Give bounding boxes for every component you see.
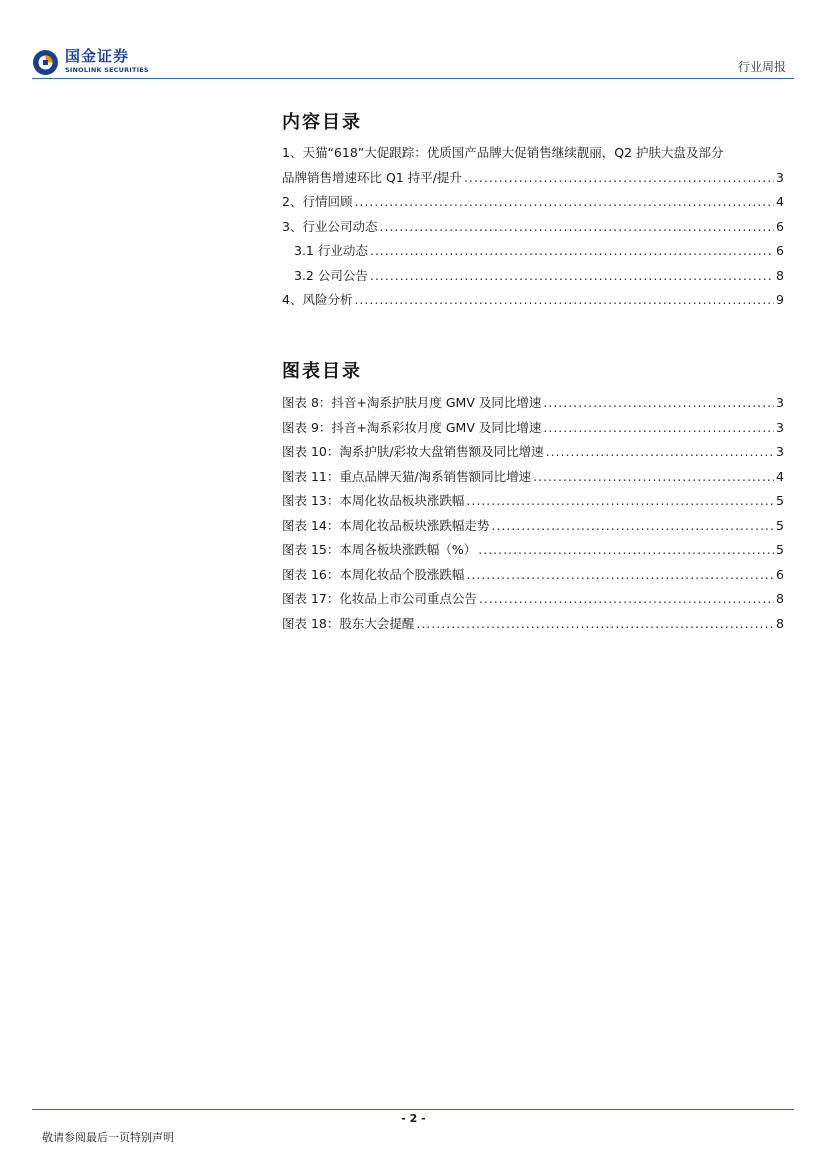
toc-entry-text: 3.1 行业动态 <box>294 243 368 258</box>
figure-entry[interactable] <box>282 391 784 416</box>
toc-entry[interactable] <box>282 215 784 240</box>
figure-entry[interactable] <box>282 440 784 465</box>
dot-leader <box>354 288 774 313</box>
contents-list <box>282 141 784 313</box>
dot-leader <box>379 215 774 240</box>
toc-entry-page: 6 <box>776 243 784 258</box>
figure-entry[interactable] <box>282 612 784 637</box>
logo-english-name: SINOLINK SECURITIES <box>65 66 149 74</box>
figure-entry-text: 图表 10：淘系护肤/彩妆大盘销售额及同比增速 <box>282 444 544 459</box>
figure-entry[interactable] <box>282 416 784 441</box>
figure-entry-text: 图表 18：股东大会提醒 <box>282 615 415 631</box>
figure-entry-page: 6 <box>776 566 784 582</box>
figure-entry-page: 4 <box>776 468 784 484</box>
toc-entry-text: 4、风险分析 <box>282 292 353 307</box>
toc-entry-page: 6 <box>776 218 784 234</box>
toc-entry-text: 3、行业公司动态 <box>282 218 378 234</box>
figure-entry-page: 8 <box>776 615 784 631</box>
header-divider <box>32 78 794 79</box>
dot-leader <box>543 391 774 416</box>
figure-entry-page: 5 <box>776 493 784 508</box>
toc-entry[interactable] <box>282 239 784 264</box>
toc-entry-text: 1、天猫“618”大促跟踪：优质国产品牌大促销售继续靓丽，Q2 护肤大盘及部分 <box>282 145 724 160</box>
figure-entry[interactable] <box>282 587 784 612</box>
figure-entry[interactable] <box>282 514 784 539</box>
toc-entry-page: 9 <box>776 292 784 307</box>
figure-entry-page: 5 <box>776 517 784 533</box>
toc-entry-text: 2、行情回顾 <box>282 194 353 209</box>
figure-entry-page: 3 <box>776 395 784 410</box>
toc-entry-page: 3 <box>776 169 784 185</box>
contents-title: 内容目录 <box>282 112 362 133</box>
dot-leader <box>370 264 774 289</box>
footer-disclaimer: 敬请参阅最后一页特别声明 <box>42 1131 174 1144</box>
figure-entry-text: 图表 16：本周化妆品个股涨跌幅 <box>282 566 465 582</box>
figure-entry-text: 图表 11：重点品牌天猫/淘系销售额同比增速 <box>282 468 532 484</box>
dot-leader <box>543 416 774 441</box>
toc-entry-page: 4 <box>776 194 784 209</box>
dot-leader <box>466 489 774 514</box>
dot-leader <box>354 190 774 215</box>
toc-entry[interactable] <box>282 264 784 289</box>
dot-leader <box>479 587 774 612</box>
sinolink-logo-icon <box>32 49 59 76</box>
toc-entry[interactable] <box>282 166 784 191</box>
dot-leader <box>370 239 774 264</box>
toc-entry[interactable] <box>282 288 784 313</box>
figure-entry-text: 图表 8：抖音+淘系护肤月度 GMV 及同比增速 <box>282 395 542 410</box>
toc-entry[interactable] <box>282 141 784 166</box>
page-header <box>0 0 827 80</box>
figures-list <box>282 391 784 636</box>
toc-entry-text: 品牌销售增速环比 Q1 持平/提升 <box>282 169 462 185</box>
figure-entry[interactable] <box>282 563 784 588</box>
figure-entry-text: 图表 13：本周化妆品板块涨跌幅 <box>282 493 465 508</box>
figure-entry-page: 8 <box>776 591 784 606</box>
logo-chinese-name: 国金证券 <box>65 47 130 65</box>
company-logo <box>32 46 162 78</box>
dot-leader <box>464 166 774 191</box>
toc-entry-page: 8 <box>776 267 784 283</box>
toc-entry-text: 3.2 公司公告 <box>294 267 368 283</box>
footer-divider <box>32 1109 794 1110</box>
dot-leader <box>478 538 774 563</box>
figure-entry-page: 3 <box>776 419 784 435</box>
figure-entry-text: 图表 17：化妆品上市公司重点公告 <box>282 591 477 606</box>
figure-entry-text: 图表 9：抖音+淘系彩妆月度 GMV 及同比增速 <box>282 419 542 435</box>
figure-entry-page: 3 <box>776 444 784 459</box>
figure-entry[interactable] <box>282 489 784 514</box>
report-type-label: 行业周报 <box>737 60 786 74</box>
figure-entry[interactable] <box>282 538 784 563</box>
figure-entry-text: 图表 15：本周各板块涨跌幅（%） <box>282 542 477 557</box>
figures-title: 图表目录 <box>282 361 362 382</box>
figure-entry-page: 5 <box>776 542 784 557</box>
toc-entry[interactable] <box>282 190 784 215</box>
dot-leader <box>533 465 774 490</box>
page-number: - 2 - <box>401 1112 426 1125</box>
dot-leader <box>491 514 774 539</box>
dot-leader <box>546 440 774 465</box>
figure-entry[interactable] <box>282 465 784 490</box>
dot-leader <box>466 563 774 588</box>
figure-entry-text: 图表 14：本周化妆品板块涨跌幅走势 <box>282 517 490 533</box>
dot-leader <box>416 612 774 637</box>
